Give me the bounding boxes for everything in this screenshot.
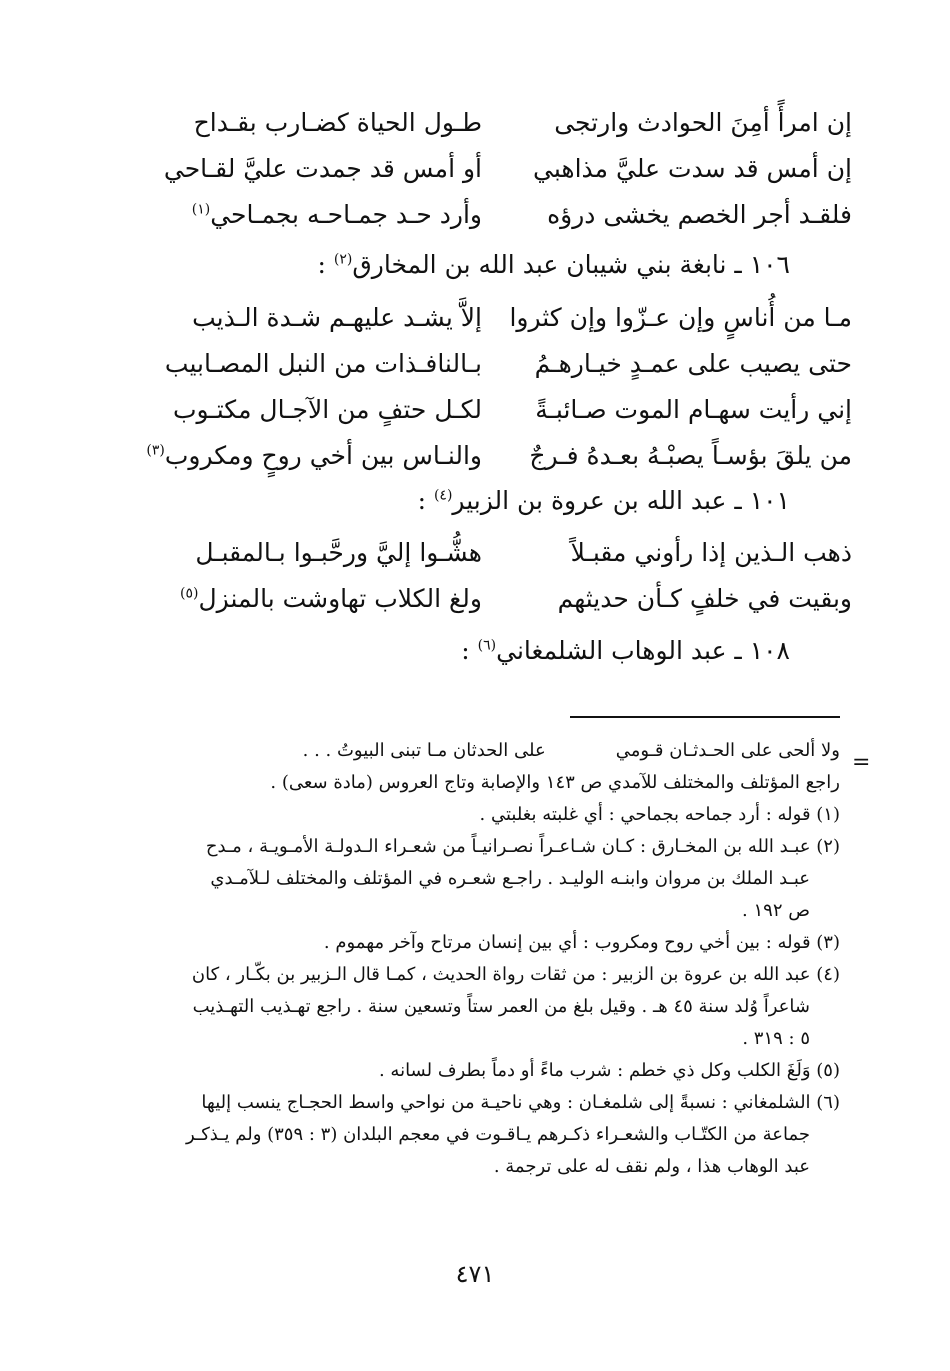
verse-first-hemistich: فلقـد أجر الخصم يخشى درؤه [547, 200, 852, 229]
verse-first-hemistich: وبقيت في خلفٍ كـأن حديثهم [557, 584, 852, 613]
footnote-verse-second-hemistich: على الحدثان مـا تبنى البيوتُ . . . [302, 740, 546, 761]
footnote-6-continuation: عبد الوهاب هذا ، ولم نقف له على ترجمة . [493, 1156, 810, 1177]
footnote-ref: (٥) [180, 585, 199, 602]
verse-second-hemistich [152, 576, 482, 622]
verse-second-hemistich [152, 192, 482, 238]
hemistich-text: وأرد حـد جمـاحـه بجمـاحي [210, 200, 482, 229]
hemistich-text: ولغ الكلاب تهاوشت بالمنزل [198, 584, 482, 613]
footnote-5: (٥) وَلَغَ الكلب وكل ذي خطم : شرب ماءً أو دماً بطرف لسانه . [378, 1060, 840, 1081]
footnote-ref: (٢) [333, 251, 353, 268]
heading-colon: : [417, 486, 434, 515]
verse-second-hemistich [146, 433, 482, 479]
footnote-2-continuation: عبـد الملك بن مروان وابنـه الوليـد . راجـع شعـره في المؤتلف والمختلف لـلآمـدي [210, 868, 810, 889]
verse-second-hemistich: بـالنافـذات من النبل المصـابيب [164, 349, 482, 378]
footnote-ref: (٤) [433, 487, 453, 504]
verse-line [152, 387, 852, 433]
verse-second-hemistich: طـول الحياة كضـارب بقـداح [193, 108, 482, 137]
heading-colon: : [317, 250, 334, 279]
footnote-ref: (٣) [146, 442, 165, 459]
footnote-6: (٦) الشلمغاني : نسبةً إلى شلمغـان : وهي ناحيـة من نواحي واسط الحجـاج ينسب إليها [201, 1092, 840, 1113]
verse-first-hemistich: من يلقَ بؤسـاً يصبْـهُ بعـدهُ فـرجٌ [529, 441, 852, 470]
poem-block-2 [146, 295, 852, 479]
footnote-ref: (١) [191, 201, 211, 218]
entry-heading-text: ١٠٦ ـ نابغة بني شيبان عبد الله بن المخارق [352, 250, 790, 279]
footnote-2-continuation: ص ١٩٢ . [742, 900, 810, 921]
footnote-4-continuation: ٥ : ٣١٩ . [742, 1028, 810, 1049]
verse-first-hemistich: إن امرأً أمِنَ الحوادث وارتجى [554, 108, 852, 137]
verse-second-hemistich: إلاَّ يشـد عليهـم شـدة الـذيب [192, 303, 482, 332]
verse-line [152, 576, 852, 622]
verse-first-hemistich: ذهب الـذين إذا رأوني مقبـلاً [570, 538, 852, 567]
footnote-1: (١) قوله : أرد جماحه بجماحي : أي غلبته بغلبتي . [479, 804, 840, 825]
footnote-ref: (٦) [477, 637, 497, 654]
footnote-2: (٢) عبـد الله بن المخـارق : كـان شـاعـراً نصـرانيـاً من شعـراء الـدولـة الأمـويـة ، مـدح [205, 836, 840, 857]
verse-line [152, 341, 852, 387]
footnote-3: (٣) قوله : بين أخي روح ومكروب : أي بين إنسان مرتاح وآخر مهموم . [323, 932, 840, 953]
entry-heading-text: ١٠١ ـ عبد الله بن عروة بن الزبير [452, 486, 790, 515]
entry-heading-text: ١٠٨ ـ عبد الوهاب الشلمغاني [496, 636, 790, 665]
heading-colon: : [461, 636, 478, 665]
verse-second-hemistich: هشُّـوا إليَّ ورحَّبـوا بـالمقبـل [195, 538, 482, 567]
verse-line [152, 530, 852, 576]
entry-heading-108 [461, 628, 790, 674]
footnotes-section [130, 735, 840, 1183]
page-number: ٤٧١ [455, 1260, 495, 1288]
footnote-6-continuation: جماعة من الكتّـاب والشعـراء ذكـرهم يـاقـوت في معجم البلدان (٣ : ٣٥٩) ولم يـذكـر [186, 1124, 810, 1145]
verse-line [152, 295, 852, 341]
verse-first-hemistich: حتى يصيب على عمـدٍ خيـارهـمُ [534, 349, 852, 378]
verse-first-hemistich: مـا من أُناسٍ وإن عـزّوا وإن كثروا [509, 303, 852, 332]
verse-line [152, 146, 852, 192]
footnote-reference-line: راجع المؤتلف والمختلف للآمدي ص ١٤٣ والإصابة وتاج العروس (مادة سعى) . [270, 772, 840, 793]
entry-heading-101 [418, 478, 790, 524]
verse-second-hemistich: لكـل حتفٍ من الآجـال مكتـوب [172, 395, 482, 424]
footnote-4-continuation: شاعراً وُلد سنة ٤٥ هـ . وقيل بلغ من العمر ستاً وتسعين سنة . راجع تهـذيب التهـذيب [192, 996, 810, 1017]
poem-block-1 [152, 100, 852, 238]
footnote-verse [130, 735, 840, 767]
footnote-separator [570, 716, 840, 718]
footnote-verse-first-hemistich: ولا ألحى على الحـدثـان قـومي [615, 740, 840, 761]
hemistich-text: والنـاس بين أخي روحٍ ومكروب [164, 441, 482, 470]
footnote-4: (٤) عبد الله بن عروة بن الزبير : من ثقات رواة الحديث ، كمـا قال الـزبير بن بكّـار ، كان [191, 964, 840, 985]
verse-second-hemistich: أو أمس قد جمدت عليَّ لقـاحي [163, 154, 482, 183]
entry-heading-106 [318, 242, 790, 288]
verse-first-hemistich: إن أمس قد سدت عليَّ مذاهبي [533, 154, 852, 183]
verse-line [152, 192, 852, 238]
continuation-marker: = [852, 750, 871, 775]
poem-block-3 [152, 530, 852, 622]
verse-line [152, 100, 852, 146]
verse-line [146, 433, 852, 479]
verse-first-hemistich: إني رأيت سهـام الموت صـائبـةً [535, 395, 852, 424]
